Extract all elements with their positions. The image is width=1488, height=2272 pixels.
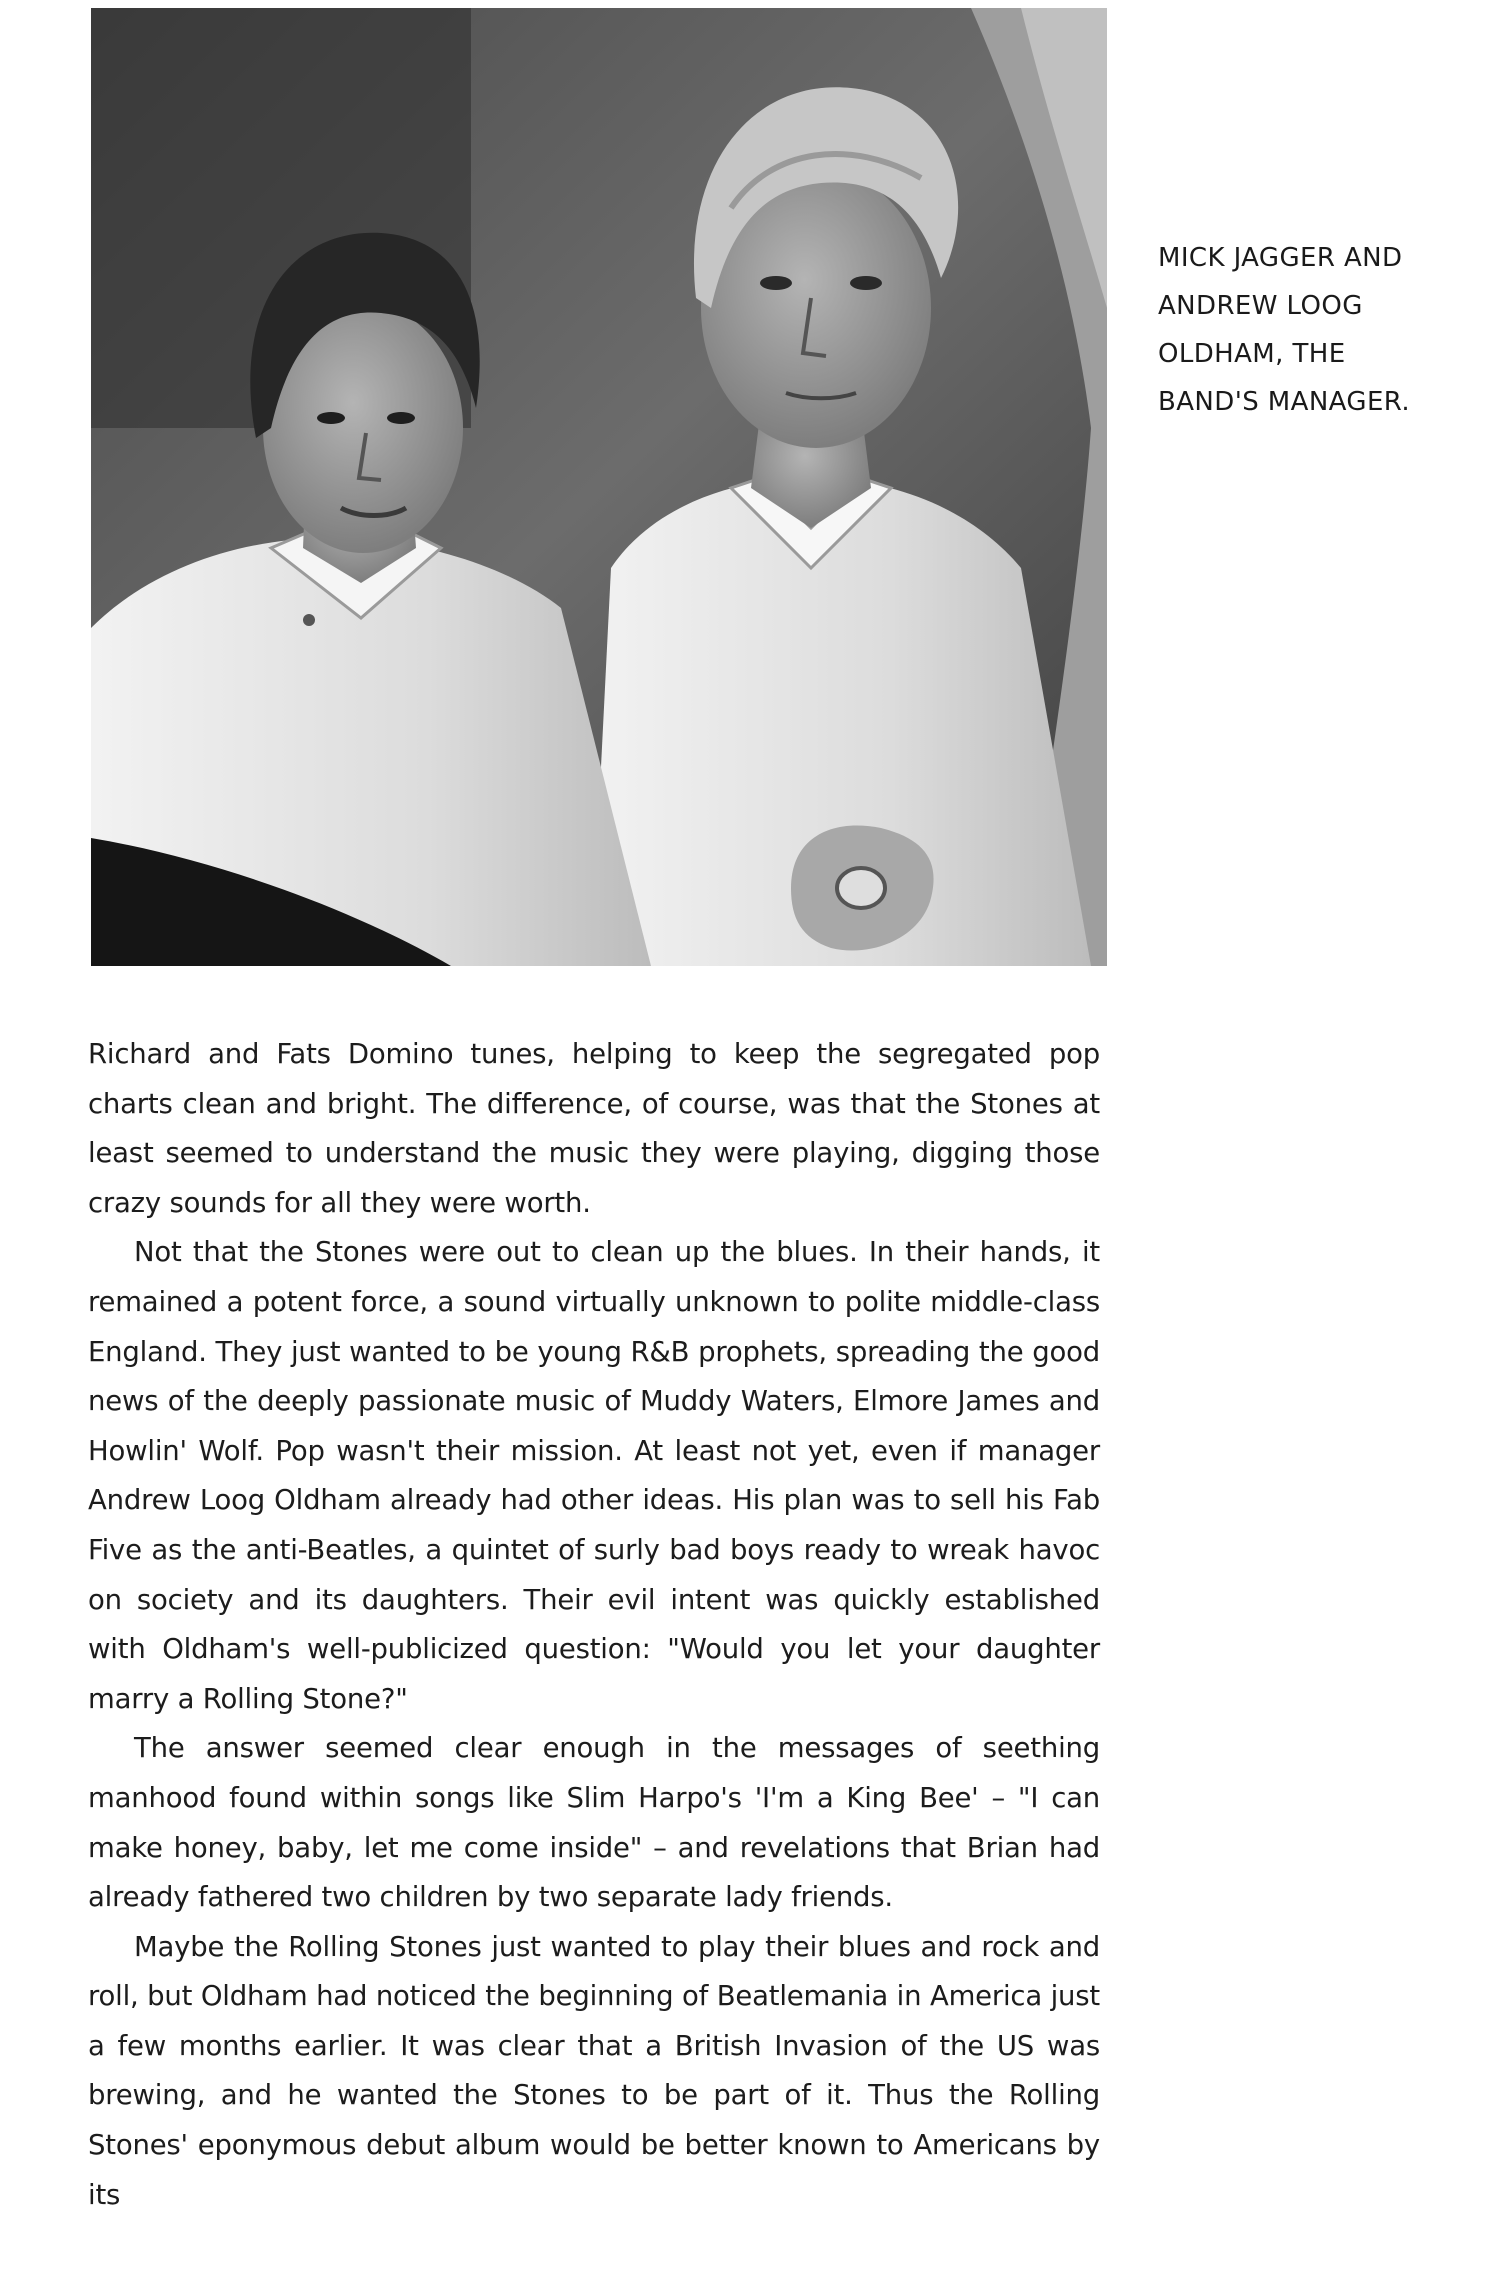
- caption-line: MICK JAGGER AND: [1158, 243, 1403, 273]
- photograph: [91, 8, 1107, 966]
- paragraph: Maybe the Rolling Stones just wanted to play their blues and rock and roll, but Oldham had noticed the beginning of Beatlemania in America just a few months earlier. It was clear that a British Invasion of the US was brewing, and he wanted the Stones to be part of it. Thus the Rolling Stones' eponymous debut album would be better known to Americans by its: [88, 1930, 1100, 2211]
- paragraph: The answer seemed clear enough in the messages of seething manhood found within songs like Slim Harpo's 'I'm a King Bee' – "I can make honey, baby, let me come inside" – and revelations that Brian had already fathered two children by two separate lady friends.: [88, 1732, 1100, 1914]
- paragraph: Not that the Stones were out to clean up the blues. In their hands, it remained a potent force, a sound virtually unknown to polite middle-class England. They just wanted to be young R&B prophets, spreading the good news of the deeply passionate music of Muddy Waters, Elmore James and Howlin' Wolf. Pop wasn't their mission. At least not yet, even if manager Andrew Loog Oldham already had other ideas. His plan was to sell his Fab Five as the anti-Beatles, a quintet of surly bad boys ready to wreak havoc on society and its daughters. Their evil intent was quickly established with Oldham's well-publicized question: "Would you let your daughter marry a Rolling Stone?": [88, 1236, 1100, 1715]
- caption-line: OLDHAM, THE: [1158, 339, 1346, 369]
- photo-caption: [1158, 234, 1448, 426]
- ring: [837, 868, 885, 908]
- photo-illustration: [91, 8, 1107, 966]
- caption-line: ANDREW LOOG: [1158, 291, 1363, 321]
- article-body: [88, 1030, 1100, 2220]
- caption-line: BAND'S MANAGER.: [1158, 387, 1410, 417]
- paragraph: Richard and Fats Domino tunes, helping to keep the segregated pop charts clean and bright. The difference, of course, was that the Stones at least seemed to understand the music they were playing, digging those crazy sounds for all they were worth.: [88, 1038, 1100, 1219]
